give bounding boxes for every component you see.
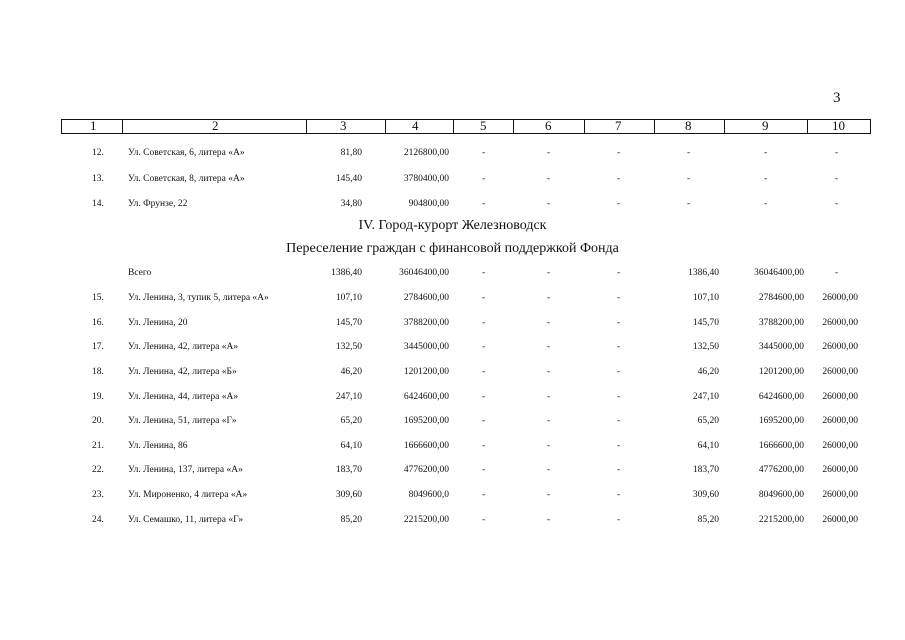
row-number: 23. — [92, 490, 104, 500]
cell-col9: 1201200,00 — [758, 367, 804, 377]
cell-col5: - — [482, 416, 486, 426]
cell-area: 107,10 — [335, 293, 362, 303]
row-number: 24. — [92, 515, 104, 525]
total-label: Всего — [128, 268, 152, 278]
cell-col10: - — [835, 174, 839, 184]
cell-col9: 2784600,00 — [758, 293, 804, 303]
cell-col10: 26000,00 — [822, 342, 858, 352]
cell-col10: 26000,00 — [822, 367, 858, 377]
cell-col10: 26000,00 — [822, 515, 858, 525]
header-col-8: 8 — [685, 118, 692, 133]
header-col-1: 1 — [90, 118, 97, 133]
cell-area: 34,80 — [340, 199, 362, 209]
cell-col9: - — [764, 199, 768, 209]
cell-col10: - — [835, 148, 839, 158]
table-row — [0, 487, 905, 503]
table-row — [0, 339, 905, 355]
table-row — [0, 364, 905, 380]
cell-col5: - — [482, 293, 486, 303]
table-row — [0, 290, 905, 306]
section-title: IV. Город-курорт Железноводск — [358, 218, 547, 233]
cell-area: 183,70 — [335, 465, 362, 475]
row-number: 12. — [92, 148, 104, 158]
table-row — [0, 389, 905, 405]
row-number: 14. — [92, 199, 104, 209]
cell-col10: 26000,00 — [822, 490, 858, 500]
cell-col9: 6424600,00 — [758, 392, 804, 402]
cell-cost: 4776200,00 — [403, 465, 449, 475]
cell-cost: 1201200,00 — [403, 367, 449, 377]
cell-col7: - — [617, 392, 621, 402]
cell-cost: 2784600,00 — [403, 293, 449, 303]
table-row — [0, 462, 905, 478]
row-address: Ул. Ленина, 86 — [128, 441, 188, 451]
cell-col10: - — [835, 199, 839, 209]
cell-cost: 36046400,00 — [399, 268, 449, 278]
header-col-6: 6 — [545, 118, 552, 133]
cell-col9: 1695200,00 — [758, 416, 804, 426]
row-number: 16. — [92, 318, 104, 328]
row-address: Ул. Ленина, 42, литера «Б» — [128, 367, 237, 377]
header-divider — [385, 120, 386, 133]
cell-col6: - — [547, 515, 551, 525]
row-number: 17. — [92, 342, 104, 352]
header-divider — [724, 120, 725, 133]
cell-col5: - — [482, 174, 486, 184]
cell-col10: 26000,00 — [822, 392, 858, 402]
table-row — [0, 438, 905, 454]
cell-col8: 132,50 — [692, 342, 719, 352]
header-col-4: 4 — [412, 118, 419, 133]
cell-col10: - — [835, 268, 839, 278]
cell-col9: - — [764, 174, 768, 184]
row-address: Ул. Ленина, 137, литера «А» — [128, 465, 243, 475]
header-divider — [513, 120, 514, 133]
cell-col7: - — [617, 441, 621, 451]
cell-col7: - — [617, 318, 621, 328]
cell-col9: 4776200,00 — [758, 465, 804, 475]
cell-col6: - — [547, 293, 551, 303]
cell-area: 46,20 — [340, 367, 362, 377]
table-row — [0, 171, 905, 187]
cell-col7: - — [617, 465, 621, 475]
cell-col9: 2215200,00 — [758, 515, 804, 525]
row-number: 19. — [92, 392, 104, 402]
row-number: 13. — [92, 174, 104, 184]
cell-col7: - — [617, 199, 621, 209]
cell-area: 145,70 — [335, 318, 362, 328]
cell-cost: 3780400,00 — [403, 174, 449, 184]
header-divider — [584, 120, 585, 133]
header-divider — [306, 120, 307, 133]
cell-col6: - — [547, 490, 551, 500]
cell-col5: - — [482, 441, 486, 451]
row-number: 18. — [92, 367, 104, 377]
cell-col5: - — [482, 199, 486, 209]
row-number: 21. — [92, 441, 104, 451]
cell-col7: - — [617, 174, 621, 184]
cell-col5: - — [482, 367, 486, 377]
cell-col8: 145,70 — [692, 318, 719, 328]
cell-col5: - — [482, 392, 486, 402]
header-col-3: 3 — [340, 118, 347, 133]
cell-col6: - — [547, 465, 551, 475]
row-address: Ул. Фрунзе, 22 — [128, 199, 188, 209]
cell-col8: 107,10 — [692, 293, 719, 303]
page-number: 3 — [833, 90, 841, 106]
cell-col6: - — [547, 441, 551, 451]
cell-col8: 247,10 — [692, 392, 719, 402]
cell-cost: 3445000,00 — [403, 342, 449, 352]
table-row — [0, 413, 905, 429]
cell-col5: - — [482, 515, 486, 525]
cell-col8: 309,60 — [692, 490, 719, 500]
cell-col8: 65,20 — [697, 416, 719, 426]
cell-col8: - — [687, 174, 691, 184]
cell-col10: 26000,00 — [822, 293, 858, 303]
cell-area: 1386,40 — [331, 268, 362, 278]
cell-col9: 3788200,00 — [758, 318, 804, 328]
section-subtitle: Переселение граждан с финансовой поддержкой Фонда — [286, 241, 619, 256]
cell-col5: - — [482, 318, 486, 328]
cell-col5: - — [482, 148, 486, 158]
cell-col6: - — [547, 174, 551, 184]
cell-col8: 85,20 — [697, 515, 719, 525]
cell-col6: - — [547, 268, 551, 278]
table-row — [0, 196, 905, 212]
cell-cost: 6424600,00 — [403, 392, 449, 402]
header-divider — [807, 120, 808, 133]
cell-col9: 3445000,00 — [758, 342, 804, 352]
cell-col7: - — [617, 268, 621, 278]
cell-col9: 8049600,00 — [758, 490, 804, 500]
cell-col9: 1666600,00 — [758, 441, 804, 451]
cell-col5: - — [482, 342, 486, 352]
cell-cost: 904800,00 — [408, 199, 449, 209]
row-number: 15. — [92, 293, 104, 303]
cell-cost: 3788200,00 — [403, 318, 449, 328]
row-address: Ул. Семашко, 11, литера «Г» — [128, 515, 244, 525]
cell-col8: 1386,40 — [688, 268, 719, 278]
header-col-10: 10 — [832, 118, 845, 133]
row-address: Ул. Советская, 8, литера «А» — [128, 174, 245, 184]
cell-col6: - — [547, 148, 551, 158]
row-address: Ул. Ленина, 3, тупик 5, литера «А» — [128, 293, 269, 303]
cell-col6: - — [547, 342, 551, 352]
cell-col6: - — [547, 318, 551, 328]
header-col-7: 7 — [615, 118, 622, 133]
cell-area: 65,20 — [340, 416, 362, 426]
cell-col10: 26000,00 — [822, 416, 858, 426]
cell-col8: 46,20 — [697, 367, 719, 377]
row-number: 22. — [92, 465, 104, 475]
cell-col7: - — [617, 293, 621, 303]
cell-area: 81,80 — [340, 148, 362, 158]
cell-cost: 2215200,00 — [403, 515, 449, 525]
header-divider — [453, 120, 454, 133]
cell-col7: - — [617, 515, 621, 525]
cell-col8: - — [687, 148, 691, 158]
cell-col5: - — [482, 268, 486, 278]
cell-col6: - — [547, 392, 551, 402]
cell-cost: 1666600,00 — [403, 441, 449, 451]
total-row — [0, 265, 905, 281]
cell-col5: - — [482, 465, 486, 475]
row-address: Ул. Ленина, 44, литера «А» — [128, 392, 239, 402]
row-number: 20. — [92, 416, 104, 426]
cell-col9: - — [764, 148, 768, 158]
cell-col8: 64,10 — [697, 441, 719, 451]
cell-area: 145,40 — [335, 174, 362, 184]
row-address: Ул. Мироненко, 4 литера «А» — [128, 490, 248, 500]
cell-col7: - — [617, 490, 621, 500]
cell-col7: - — [617, 342, 621, 352]
cell-col7: - — [617, 416, 621, 426]
cell-area: 132,50 — [335, 342, 362, 352]
cell-area: 64,10 — [340, 441, 362, 451]
table-row — [0, 315, 905, 331]
cell-col10: 26000,00 — [822, 465, 858, 475]
cell-col8: - — [687, 199, 691, 209]
cell-col10: 26000,00 — [822, 441, 858, 451]
table-row — [0, 145, 905, 161]
cell-col5: - — [482, 490, 486, 500]
cell-col8: 183,70 — [692, 465, 719, 475]
cell-col6: - — [547, 199, 551, 209]
cell-col6: - — [547, 367, 551, 377]
header-divider — [122, 120, 123, 133]
cell-cost: 1695200,00 — [403, 416, 449, 426]
row-address: Ул. Ленина, 20 — [128, 318, 188, 328]
row-address: Ул. Ленина, 42, литера «А» — [128, 342, 239, 352]
cell-area: 247,10 — [335, 392, 362, 402]
cell-cost: 2126800,00 — [403, 148, 449, 158]
cell-cost: 8049600,0 — [408, 490, 449, 500]
cell-area: 309,60 — [335, 490, 362, 500]
row-address: Ул. Ленина, 51, литера «Г» — [128, 416, 237, 426]
cell-col6: - — [547, 416, 551, 426]
table-header — [61, 119, 871, 134]
row-address: Ул. Советская, 6, литера «А» — [128, 148, 245, 158]
header-divider — [654, 120, 655, 133]
header-col-5: 5 — [480, 118, 487, 133]
header-col-9: 9 — [762, 118, 769, 133]
cell-col10: 26000,00 — [822, 318, 858, 328]
cell-col7: - — [617, 367, 621, 377]
cell-col7: - — [617, 148, 621, 158]
header-col-2: 2 — [212, 118, 219, 133]
table-row — [0, 512, 905, 528]
cell-area: 85,20 — [340, 515, 362, 525]
cell-col9: 36046400,00 — [754, 268, 804, 278]
